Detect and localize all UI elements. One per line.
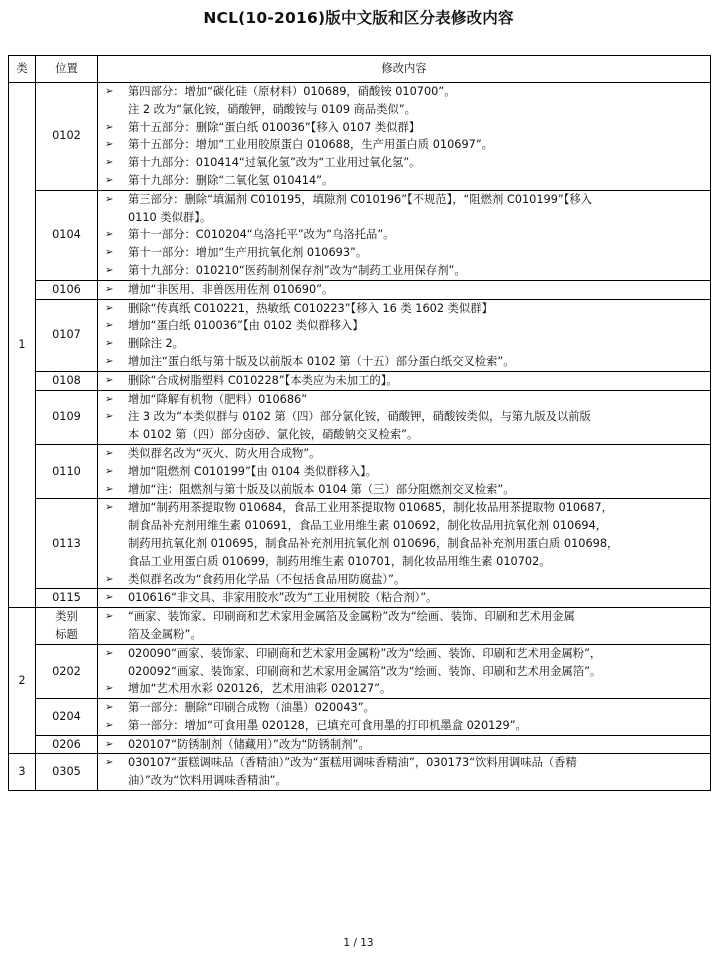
item-continuation: 箔及金属粉”。 bbox=[128, 627, 202, 641]
table-row bbox=[9, 589, 711, 608]
arrow-bullet-icon: ➢ bbox=[105, 411, 114, 423]
list-item bbox=[98, 736, 710, 754]
item-text: 删除注 2。 bbox=[128, 337, 184, 351]
item-text: 增加“蛋白纸 010036”【由 0102 类似群移入】 bbox=[128, 319, 364, 333]
position-cell: 0109 bbox=[36, 390, 98, 444]
item-text: 第一部分：增加“可食用墨 020128，已填充可食用墨的打印机墨盒 020129”。 bbox=[128, 718, 527, 732]
category-cell: 3 bbox=[9, 754, 36, 791]
item-text: 删除“合成树脂塑料 C010228”【本类应为未加工的】。 bbox=[128, 373, 398, 387]
arrow-bullet-icon: ➢ bbox=[105, 502, 114, 514]
item-text: 第十五部分：增加“工业用胶原蛋白 010688，生产用蛋白质 010697”。 bbox=[128, 138, 493, 152]
arrow-bullet-icon: ➢ bbox=[105, 247, 114, 259]
item-text: 030107“蛋糕调味品（香精油）”改为“蛋糕用调味香精油”，030173“饮料用调味品（香精 bbox=[128, 756, 577, 770]
list-item bbox=[98, 481, 710, 499]
position-cell: 0110 bbox=[36, 444, 98, 498]
table-row bbox=[9, 608, 711, 645]
item-text: 第一部分：删除“印刷合成物（油墨）020043”。 bbox=[128, 701, 375, 715]
table-row bbox=[9, 280, 711, 299]
list-item bbox=[98, 589, 710, 607]
content-cell bbox=[98, 644, 711, 698]
arrow-bullet-icon: ➢ bbox=[105, 573, 114, 585]
content-cell bbox=[98, 608, 711, 645]
table-row bbox=[9, 754, 711, 791]
item-text: 第十九部分：010210“医药制剂保存剂”改为“制药工业用保存剂”。 bbox=[128, 263, 466, 277]
content-cell bbox=[98, 390, 711, 444]
position-cell: 0104 bbox=[36, 190, 98, 280]
table-row bbox=[9, 444, 711, 498]
arrow-bullet-icon: ➢ bbox=[105, 174, 114, 186]
table-header-row bbox=[9, 56, 711, 83]
list-item bbox=[98, 119, 710, 137]
list-item bbox=[98, 391, 710, 409]
item-continuation: 0110 类似群】。 bbox=[128, 210, 212, 224]
page-number: 1 / 13 bbox=[343, 937, 374, 949]
item-text: 类似群名改为“灭火、防火用合成物”。 bbox=[128, 446, 321, 460]
table-row bbox=[9, 190, 711, 280]
list-item bbox=[98, 191, 710, 209]
item-continuation: 注 2 改为“氯化铵，硝酸钾，硝酸铵与 0109 商品类似”。 bbox=[128, 102, 416, 116]
content-cell bbox=[98, 280, 711, 299]
list-item bbox=[98, 281, 710, 299]
item-text: 第十一部分：C010204“乌洛托平”改为“乌洛托品”。 bbox=[128, 228, 395, 242]
arrow-bullet-icon: ➢ bbox=[105, 757, 114, 769]
item-continuation: 制药用抗氧化剂 010695，制食品补充剂用抗氧化剂 010696，制食品补充剂用蛋白质 010698， bbox=[128, 536, 619, 550]
arrow-bullet-icon: ➢ bbox=[105, 683, 114, 695]
item-text: 第十一部分：增加“生产用抗氧化剂 010693”。 bbox=[128, 246, 368, 260]
arrow-bullet-icon: ➢ bbox=[105, 647, 114, 659]
item-text: 增加“降解有机物（肥料）010686” bbox=[128, 392, 308, 406]
arrow-bullet-icon: ➢ bbox=[105, 738, 114, 750]
list-item bbox=[98, 499, 710, 517]
arrow-bullet-icon: ➢ bbox=[105, 229, 114, 241]
arrow-bullet-icon: ➢ bbox=[105, 483, 114, 495]
item-continuation: 油）”改为“饮料用调味香精油”。 bbox=[128, 774, 287, 788]
arrow-bullet-icon: ➢ bbox=[105, 283, 114, 295]
position-cell: 0305 bbox=[36, 754, 98, 791]
arrow-bullet-icon: ➢ bbox=[105, 393, 114, 405]
list-item bbox=[98, 136, 710, 154]
arrow-bullet-icon: ➢ bbox=[105, 719, 114, 731]
list-item bbox=[98, 353, 710, 371]
list-item bbox=[98, 83, 710, 101]
arrow-bullet-icon: ➢ bbox=[105, 139, 114, 151]
item-text: 第四部分：增加“碳化硅（原材料）010689，硝酸铵 010700”。 bbox=[128, 85, 456, 98]
list-item bbox=[98, 300, 710, 318]
list-item bbox=[98, 335, 710, 353]
content-cell bbox=[98, 299, 711, 371]
table-row bbox=[9, 83, 711, 191]
table-row bbox=[9, 390, 711, 444]
arrow-bullet-icon: ➢ bbox=[105, 374, 114, 386]
list-item bbox=[98, 699, 710, 717]
list-item bbox=[98, 226, 710, 244]
arrow-bullet-icon: ➢ bbox=[105, 121, 114, 133]
content-cell bbox=[98, 371, 711, 390]
document-title: NCL(10-2016)版中文版和区分表修改内容 bbox=[203, 9, 514, 27]
content-cell bbox=[98, 83, 711, 191]
list-item bbox=[98, 645, 710, 663]
item-text: 注 3 改为“本类似群与 0102 第（四）部分氯化铵，硝酸钾，硝酸铵类似，与第九版及以前版 bbox=[128, 410, 591, 424]
position-cell: 0206 bbox=[36, 735, 98, 754]
arrow-bullet-icon: ➢ bbox=[105, 592, 114, 604]
item-continuation: 食品工业用蛋白质 010699，制药用维生素 010701，制化妆品用维生素 010702。 bbox=[128, 554, 551, 568]
position-cell: 0102 bbox=[36, 83, 98, 191]
list-item bbox=[98, 154, 710, 172]
list-item bbox=[98, 717, 710, 735]
list-item bbox=[98, 754, 710, 772]
list-item bbox=[98, 172, 710, 190]
table-row bbox=[9, 644, 711, 698]
arrow-bullet-icon: ➢ bbox=[105, 320, 114, 332]
position-cell: 0202 bbox=[36, 644, 98, 698]
arrow-bullet-icon: ➢ bbox=[105, 86, 114, 97]
item-text: 增加“非医用、非兽医用佐剂 010690”。 bbox=[128, 282, 334, 296]
content-cell bbox=[98, 735, 711, 754]
header-content: 修改内容 bbox=[98, 56, 711, 83]
arrow-bullet-icon: ➢ bbox=[105, 447, 114, 459]
item-text: 删除“传真纸 C010221，热敏纸 C010223”【移入 16 类 1602 类似群】 bbox=[128, 301, 493, 315]
content-cell bbox=[98, 499, 711, 589]
position-cell: 0113 bbox=[36, 499, 98, 589]
list-item bbox=[98, 463, 710, 481]
position-cell: 类别 标题 bbox=[36, 608, 98, 645]
header-pos: 位置 bbox=[36, 56, 98, 83]
list-item bbox=[98, 372, 710, 390]
list-item bbox=[98, 445, 710, 463]
list-item bbox=[98, 408, 710, 426]
position-cell: 0106 bbox=[36, 280, 98, 299]
list-item bbox=[98, 317, 710, 335]
item-text: 020090“画家、装饰家、印刷商和艺术家用金属粉”改为“绘画、装饰、印刷和艺术用金属粉”， bbox=[128, 646, 602, 660]
list-item bbox=[98, 608, 710, 626]
item-text: 第十五部分：删除“蛋白纸 010036”【移入 0107 类似群】 bbox=[128, 120, 421, 134]
item-text: 类似群名改为“食药用化学品（不包括食品用防腐盐）”。 bbox=[128, 572, 406, 586]
position-cell: 0107 bbox=[36, 299, 98, 371]
list-item bbox=[98, 262, 710, 280]
category-cell: 1 bbox=[9, 83, 36, 608]
list-item bbox=[98, 571, 710, 589]
table-row bbox=[9, 499, 711, 589]
arrow-bullet-icon: ➢ bbox=[105, 611, 114, 623]
table-row bbox=[9, 699, 711, 736]
table-row bbox=[9, 371, 711, 390]
arrow-bullet-icon: ➢ bbox=[105, 338, 114, 350]
item-text: 增加注“蛋白纸与第十版及以前版本 0102 第（十五）部分蛋白纸交叉检索”。 bbox=[128, 354, 515, 368]
position-cell: 0115 bbox=[36, 589, 98, 608]
item-text: 第三部分：删除“填漏剂 C010195，填隙剂 C010196”【不规范】，“阻燃剂 C010199”【移入 bbox=[128, 192, 592, 206]
item-text: 增加“制药用茶提取物 010684，食品工业用茶提取物 010685，制化妆品用茶提取物 010687， bbox=[128, 501, 613, 515]
list-item bbox=[98, 244, 710, 262]
arrow-bullet-icon: ➢ bbox=[105, 157, 114, 169]
content-cell bbox=[98, 444, 711, 498]
item-text: 增加“注：阻燃剂与第十版及以前版本 0104 第（三）部分阻燃剂交叉检索”。 bbox=[128, 482, 515, 496]
table-row bbox=[9, 735, 711, 754]
position-cell: 0108 bbox=[36, 371, 98, 390]
item-text: 第十九部分：010414“过氧化氢”改为“工业用过氧化氢”。 bbox=[128, 156, 421, 170]
item-text: 增加“阻燃剂 C010199”【由 0104 类似群移入】。 bbox=[128, 464, 378, 478]
arrow-bullet-icon: ➢ bbox=[105, 702, 114, 714]
content-cell bbox=[98, 190, 711, 280]
content-cell bbox=[98, 589, 711, 608]
item-text: 010616“非文具、非家用胶水”改为“工业用树胶（粘合剂）”。 bbox=[128, 591, 438, 605]
item-continuation: 020092“画家、装饰家、印刷商和艺术家用金属箔”改为“绘画、装饰、印刷和艺术用金属箔”。 bbox=[128, 664, 602, 678]
list-item bbox=[98, 680, 710, 698]
item-text: 020107“防锈制剂（储藏用）”改为“防锈制剂”。 bbox=[128, 737, 370, 751]
arrow-bullet-icon: ➢ bbox=[105, 302, 114, 314]
table-row bbox=[9, 299, 711, 371]
arrow-bullet-icon: ➢ bbox=[105, 355, 114, 367]
changes-table bbox=[8, 55, 711, 791]
arrow-bullet-icon: ➢ bbox=[105, 193, 114, 205]
category-cell: 2 bbox=[9, 608, 36, 754]
item-continuation: 本 0102 第（四）部分卤砂、氯化铵，硝酸钠交叉检索”。 bbox=[128, 428, 419, 442]
item-text: 第十九部分：删除“二氧化氢 010414”。 bbox=[128, 173, 334, 187]
item-text: 增加“艺术用水彩 020126，艺术用油彩 020127”。 bbox=[128, 682, 392, 696]
arrow-bullet-icon: ➢ bbox=[105, 264, 114, 276]
content-cell bbox=[98, 754, 711, 791]
header-cat: 类 bbox=[9, 56, 36, 83]
position-cell: 0204 bbox=[36, 699, 98, 736]
arrow-bullet-icon: ➢ bbox=[105, 465, 114, 477]
item-text: “画家、装饰家、印刷商和艺术家用金属箔及金属粉”改为“绘画、装饰、印刷和艺术用金属 bbox=[128, 610, 575, 624]
content-cell bbox=[98, 699, 711, 736]
item-continuation: 制食品补充剂用维生素 010691，食品工业用维生素 010692，制化妆品用抗氧化剂 010694， bbox=[128, 519, 608, 533]
